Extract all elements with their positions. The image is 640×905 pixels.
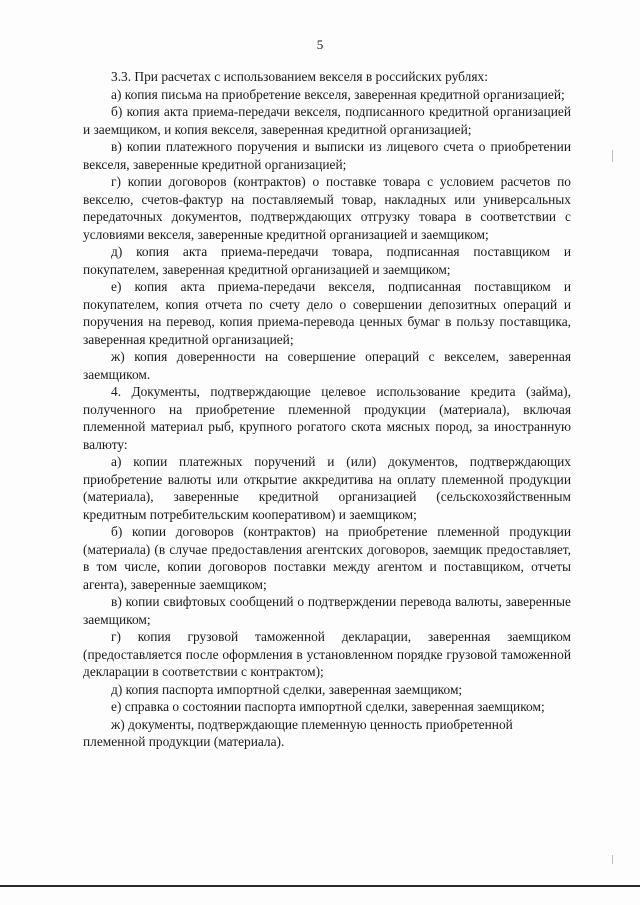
paragraph-4-v: в) копии свифтовых сообщений о подтверждении перевода валюты, заверенные заемщиком; [83, 594, 571, 627]
paragraph-3-3-zh: ж) копия доверенности на совершение операций с векселем, заверенная заемщиком. [83, 349, 571, 382]
paragraph-3-3-a: а) копия письма на приобретение векселя, заверенная кредитной организацией; [111, 86, 565, 102]
paragraph-4-d: д) копия паспорта импортной сделки, заверенная заемщиком; [111, 681, 463, 697]
paragraph-3-3-d: д) копия акта приема-передачи товара, подписанная поставщиком и покупателем, заверенная кредитной организацией и заемщиком; [83, 244, 571, 277]
scan-artifact-mark [612, 150, 613, 162]
scan-artifact-mark [612, 855, 613, 864]
paragraph-4-heading: 4. Документы, подтверждающие целевое использование кредита (займа), полученного на приобретение племенной продукции (материала), включая племенной материал рыб, крупного рогатого скота мясных пород, за иностранную валюту: [83, 384, 571, 452]
paragraph-4-a: а) копии платежных поручений и (или) документов, подтверждающих приобретение валюты или открытие аккредитива на оплату племенной продукции (материала), заверенные кредитной организацией (сельскохозяйственным кредитным потребительским кооперативом) и заемщиком; [83, 454, 571, 522]
paragraph-4-zh: ж) документы, подтверждающие племенную ценность приобретенной племенной продукции (материала). [83, 716, 513, 749]
paragraph-4-b: б) копии договоров (контрактов) на приобретение племенной продукции (материала) (в случае предоставления агентских договоров, заемщик предоставляет, в том числе, копии договоров поставки между агентом и поставщиком, отчеты агента), заверенные заемщиком; [83, 524, 571, 592]
paragraph-3-3-g: г) копии договоров (контрактов) о поставке товара с условием расчетов по векселю, счетов-фактур на поставляемый товар, накладных или универсальных передаточных документов, подтверждающих отгрузку товара в соответствии с условиями векселя, заверенные кредитной организацией и заемщиком; [83, 174, 571, 242]
page-number: 5 [316, 37, 324, 52]
document-body [83, 68, 571, 751]
paragraph-3-3-b: б) копия акта приема-передачи векселя, подписанного кредитной организацией и заемщиком, и копия векселя, заверенная кредитной организацией; [83, 104, 571, 137]
paragraph-4-e: е) справка о состоянии паспорта импортной сделки, заверенная заемщиком; [111, 699, 545, 714]
paragraph-4-g: г) копия грузовой таможенной декларации, заверенная заемщиком (предоставляется после оформления в установленном порядке грузовой таможенной декларации в соответствии с контрактом); [83, 629, 571, 679]
paragraph-3-3-heading: 3.3. При расчетах с использованием векселя в российских рублях: [111, 69, 488, 84]
paragraph-3-3-v: в) копии платежного поручения и выписки из лицевого счета о приобретении векселя, заверенные кредитной организацией; [83, 139, 571, 172]
paragraph-3-3-e: е) копия акта приема-передачи векселя, подписанная поставщиком и покупателем, копия отчета по счету дело о совершении депозитных операций и поручения на перевод, копия приема-перевода ценных бумаг в пользу поставщика, заверенная кредитной организацией; [83, 279, 571, 347]
bottom-scan-edge [0, 885, 640, 887]
